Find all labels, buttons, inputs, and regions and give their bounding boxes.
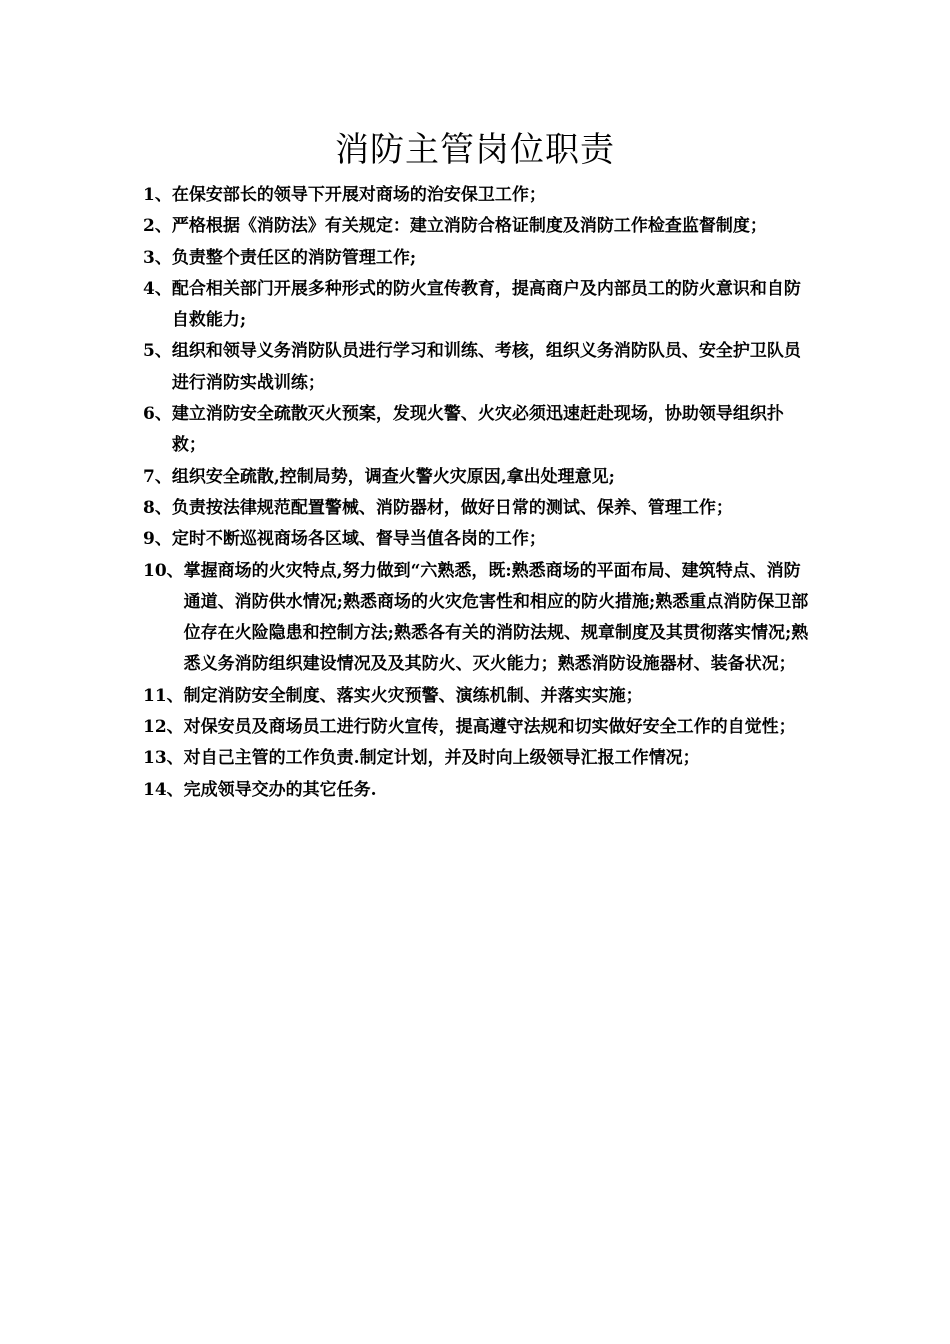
item-text: 对自己主管的工作负责.制定计划，并及时向上级领导汇报工作情况；	[183, 748, 700, 769]
list-item	[143, 180, 815, 211]
list-item	[143, 243, 815, 274]
item-text: 负责按法律规范配置警械、消防器材，做好日常的测试、保养、管理工作；	[171, 497, 733, 518]
list-item	[143, 493, 815, 524]
item-text: 配合相关部门开展多种形式的防火宣传教育，提高商户及内部员工的防火意识和自防自救能力;	[171, 278, 801, 331]
list-item	[143, 462, 815, 493]
list-item	[143, 274, 815, 337]
duty-list	[143, 180, 815, 806]
list-item	[143, 336, 815, 399]
item-number: 2、	[143, 216, 172, 237]
item-number: 14、	[143, 779, 184, 800]
item-number: 3、	[143, 247, 172, 268]
item-text: 对保安员及商场员工进行防火宣传，提高遵守法规和切实做好安全工作的自觉性；	[183, 717, 796, 738]
list-item	[143, 775, 815, 806]
item-text: 负责整个责任区的消防管理工作;	[171, 247, 417, 268]
item-text: 严格根据《消防法》有关规定：建立消防合格证制度及消防工作检查监督制度；	[171, 216, 767, 237]
item-number: 13、	[143, 748, 184, 769]
item-text: 建立消防安全疏散灭火预案，发现火警、火灾必须迅速赶赴现场，协助领导组织扑救；	[171, 404, 784, 456]
item-text: 组织安全疏散,控制局势，调查火警火灾原因,拿出处理意见;	[171, 466, 615, 487]
list-item	[143, 211, 815, 242]
item-number: 4、	[143, 278, 172, 299]
item-number: 8、	[143, 497, 172, 518]
item-text: 定时不断巡视商场各区域、督导当值各岗的工作；	[171, 529, 546, 550]
item-number: 12、	[143, 717, 184, 738]
list-item	[143, 681, 815, 712]
item-text: 掌握商场的火灾特点,努力做到“六熟悉，既:熟悉商场的平面布局、建筑特点、消防通道、消防供水情况;熟悉商场的火灾危害性和相应的防火措施;熟悉重点消防保卫部位存在火险隐患和控制方法;熟悉各有关的消防法规、规章制度及其贯彻落实情况;熟悉义务消防组织建设情况及及其防火、灭火能力；熟悉消防设施器材、装备状况；	[183, 560, 809, 675]
item-number: 7、	[143, 466, 172, 487]
item-number: 1、	[143, 185, 172, 205]
list-item	[143, 524, 815, 555]
item-text: 组织和领导义务消防队员进行学习和训练、考核，组织义务消防队员、安全护卫队员进行消防实战训练；	[171, 341, 801, 393]
page-title: 消防主管岗位职责	[335, 130, 615, 170]
list-item	[143, 743, 815, 774]
item-number: 10、	[143, 560, 184, 581]
item-text: 完成领导交办的其它任务.	[183, 779, 377, 800]
item-text: 在保安部长的领导下开展对商场的治安保卫工作；	[171, 185, 546, 205]
item-number: 6、	[143, 404, 172, 425]
list-item	[143, 712, 815, 743]
list-item	[143, 399, 815, 462]
list-item	[143, 556, 815, 681]
item-number: 9、	[143, 529, 172, 550]
item-number: 11、	[143, 685, 184, 706]
item-text: 制定消防安全制度、落实火灾预警、演练机制、并落实实施；	[183, 685, 643, 706]
item-number: 5、	[143, 341, 172, 362]
